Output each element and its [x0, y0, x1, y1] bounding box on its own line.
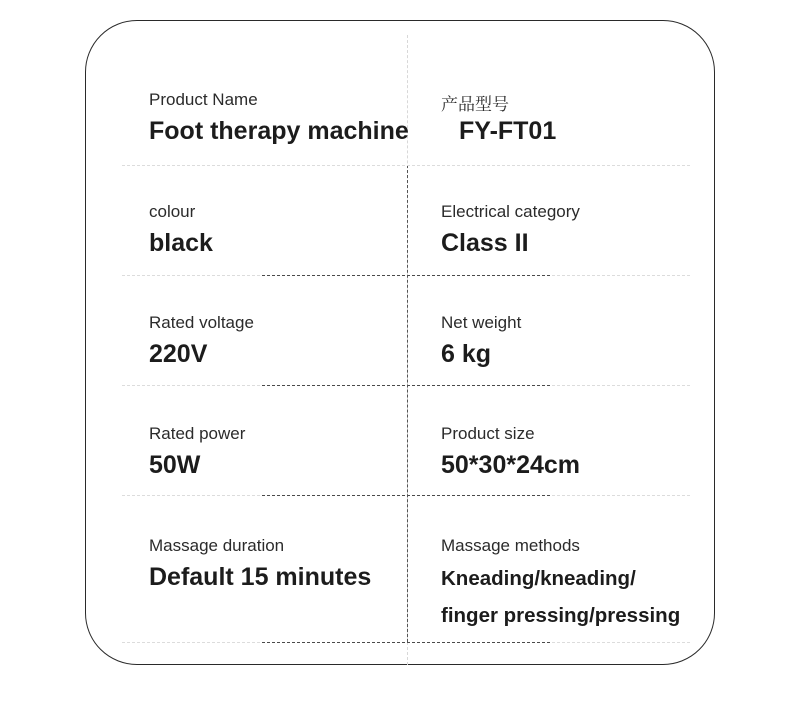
- column-divider-dark: [407, 165, 408, 642]
- spec-label: Rated voltage: [149, 313, 254, 332]
- row-divider: [122, 275, 690, 276]
- spec-value: black: [149, 229, 213, 257]
- row-divider: [122, 495, 690, 496]
- spec-value-line: finger pressing/pressing: [441, 604, 681, 627]
- spec-label: Net weight: [441, 313, 522, 332]
- spec-value: [441, 560, 691, 634]
- spec-value: Default 15 minutes: [149, 563, 372, 591]
- spec-label: Massage methods: [441, 536, 580, 555]
- spec-value: 220V: [149, 340, 208, 368]
- spec-value: 6 kg: [441, 340, 492, 368]
- spec-label: Rated power: [149, 424, 246, 443]
- spec-label: Product size: [441, 424, 535, 443]
- spec-label: colour: [149, 202, 196, 221]
- spec-value: 50*30*24cm: [441, 451, 581, 479]
- spec-value: FY-FT01: [459, 117, 557, 145]
- spec-value-line: Kneading/kneading/: [441, 567, 636, 590]
- spec-label: Product Name: [149, 90, 258, 109]
- row-divider: [122, 642, 690, 643]
- spec-value: 50W: [149, 451, 201, 479]
- spec-label: Massage duration: [149, 536, 285, 555]
- spec-value: Foot therapy machine: [149, 117, 409, 145]
- spec-label: 产品型号: [441, 95, 509, 114]
- spec-value: Class II: [441, 229, 529, 257]
- row-divider: [122, 385, 690, 386]
- spec-label: Electrical category: [441, 202, 580, 221]
- row-divider: [122, 165, 690, 166]
